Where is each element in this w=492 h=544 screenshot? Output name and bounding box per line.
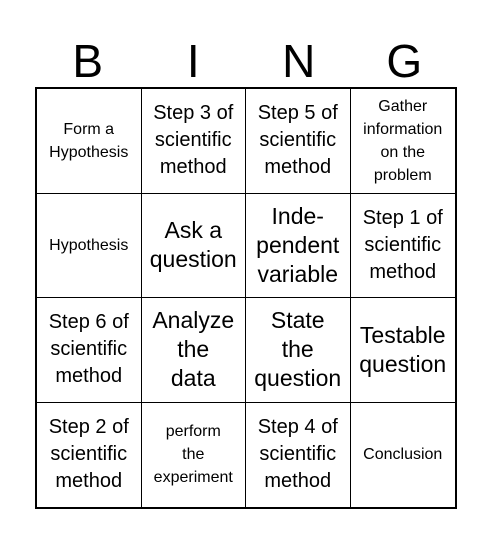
header-letter-i: I <box>186 35 200 87</box>
cell-text: Testable question <box>359 321 447 377</box>
bingo-cell[interactable] <box>351 89 456 194</box>
bingo-cell[interactable] <box>351 403 456 508</box>
bingo-cell[interactable] <box>142 194 247 299</box>
cell-text: Step 6 of scientific method <box>48 311 129 388</box>
cell-text: Step 3 of scientific method <box>153 102 234 179</box>
bingo-header <box>35 36 457 86</box>
bingo-board <box>35 87 457 509</box>
bingo-cell[interactable] <box>37 89 142 194</box>
bingo-cell[interactable] <box>351 298 456 403</box>
cell-text: Step 4 of scientific method <box>257 416 338 493</box>
cell-text: Form a Hypothesis <box>49 120 129 161</box>
bingo-cell[interactable] <box>142 89 247 194</box>
bingo-cell[interactable] <box>246 194 351 299</box>
bingo-cell[interactable] <box>351 194 456 299</box>
bingo-cell[interactable] <box>246 403 351 508</box>
bingo-cell[interactable] <box>37 403 142 508</box>
cell-text: Inde- pendent variable <box>256 202 340 287</box>
bingo-cell[interactable] <box>246 298 351 403</box>
header-letter-g: G <box>386 35 423 87</box>
header-letter-b: B <box>72 35 104 87</box>
cell-text: Step 1 of scientific method <box>362 206 443 283</box>
bingo-cell[interactable] <box>246 89 351 194</box>
cell-text: Conclusion <box>363 446 443 464</box>
cell-text: Ask a question <box>149 217 237 273</box>
cell-text: perform the experiment <box>153 423 233 487</box>
cell-text: Step 2 of scientific method <box>48 416 129 493</box>
header-letter-n: N <box>282 35 316 87</box>
cell-text: Hypothesis <box>49 236 129 254</box>
bingo-cell[interactable] <box>142 403 247 508</box>
bingo-cell[interactable] <box>142 298 247 403</box>
bingo-cell[interactable] <box>37 298 142 403</box>
cell-text: State the question <box>254 307 342 392</box>
cell-text: Analyze the data <box>152 307 235 392</box>
cell-text: Gather information on the problem <box>363 97 443 184</box>
cell-text: Step 5 of scientific method <box>257 102 338 179</box>
bingo-cell[interactable] <box>37 194 142 299</box>
